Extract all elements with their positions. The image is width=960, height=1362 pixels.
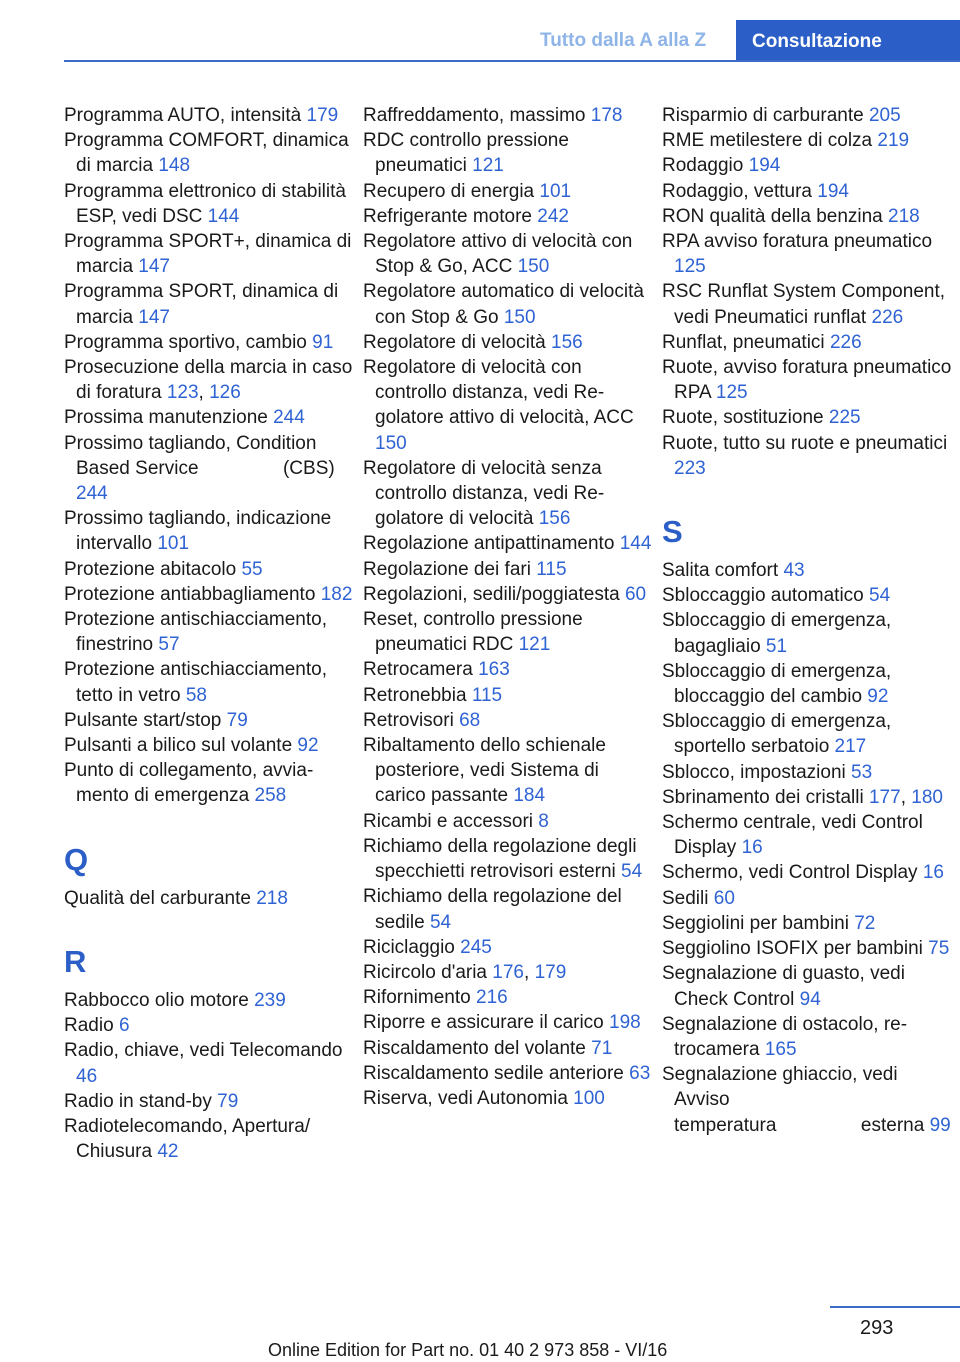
edition-line: Online Edition for Part no. 01 40 2 973 858 - VI/16 <box>268 1340 668 1360</box>
index-entry <box>363 531 653 556</box>
entry-term: Riscaldamento del volante <box>363 1037 586 1059</box>
page-reference-link[interactable]: 99 <box>929 1114 951 1136</box>
page-reference-link[interactable]: 147 <box>138 306 170 328</box>
index-entry <box>662 886 952 911</box>
entry-term: Rifornimento <box>363 987 471 1009</box>
index-entry <box>662 179 952 204</box>
page-reference-link[interactable]: 147 <box>138 256 170 278</box>
page-reference-link[interactable]: 54 <box>869 585 891 607</box>
index-entry <box>363 884 653 934</box>
page-reference-link[interactable]: 156 <box>538 508 571 530</box>
page-reference-link[interactable]: 194 <box>748 155 781 177</box>
entry-term: Programma elettronico di stabilità ESP, vedi DSC <box>64 180 346 227</box>
entry-term: Regolatore di velocità <box>363 331 546 353</box>
page-reference-link[interactable]: 180 <box>911 786 943 808</box>
entry-term: Sblocco, impostazioni <box>662 761 846 783</box>
index-entry <box>662 583 952 608</box>
entry-term: Sbloccaggio di emergenza, bagagliaio <box>662 610 892 657</box>
index-entry <box>64 657 354 707</box>
entry-term: Pulsanti a bilico sul volante <box>64 735 293 757</box>
index-entry <box>64 1089 354 1114</box>
entry-term: RON qualità della benzina <box>662 205 883 227</box>
page-reference-link[interactable]: 178 <box>590 105 623 126</box>
index-section-letter: S <box>662 514 683 550</box>
page-reference-link[interactable]: 244 <box>76 483 108 505</box>
entry-term: Radio, chiave, vedi Telecomando <box>64 1040 343 1062</box>
page-reference-link[interactable]: 121 <box>518 634 551 656</box>
entry-term: Segnalazione di guasto, vedi Check Control <box>662 963 905 1010</box>
page-reference-link[interactable]: 184 <box>513 785 546 807</box>
index-entry <box>64 405 354 430</box>
index-entry <box>363 204 653 229</box>
index-entry <box>662 936 952 961</box>
page-reference-link[interactable]: 54 <box>429 911 452 933</box>
section-title: Tutto dalla A alla Z <box>540 30 707 51</box>
index-entry <box>64 758 354 808</box>
index-entry <box>363 607 653 657</box>
page-reference-link[interactable]: 55 <box>241 558 263 580</box>
entry-term: Regolatore di velocità senza controllo distanza, vedi Regolatore di velocità <box>363 457 605 530</box>
entry-term: Rabbocco olio motore <box>64 989 249 1011</box>
page-reference-link[interactable]: 16 <box>922 862 944 884</box>
entry-term: Programma AUTO, intensità <box>64 105 302 126</box>
entry-term: Seggiolini per bambini <box>662 912 849 934</box>
page-reference-link[interactable]: 219 <box>877 130 910 152</box>
page-reference-link[interactable]: 223 <box>674 457 706 479</box>
entry-term: Sbloccaggio automatico <box>662 585 864 607</box>
page-reference-link[interactable]: 150 <box>503 306 536 328</box>
page-reference-link[interactable]: 53 <box>851 761 873 783</box>
index-entry <box>363 834 653 884</box>
page-reference-link[interactable]: 123 <box>166 382 199 404</box>
page-reference-link[interactable]: 79 <box>226 709 248 731</box>
index-entry <box>662 911 952 936</box>
index-entry <box>64 330 354 355</box>
entry-term: Prossimo tagliando, indicazione intervallo <box>64 508 332 555</box>
page-reference-link[interactable]: 54 <box>621 861 643 883</box>
page-reference-link[interactable]: 42 <box>157 1141 179 1163</box>
entry-term: Retrovisori <box>363 709 454 731</box>
page-reference-link[interactable]: 91 <box>312 331 334 353</box>
entry-term: Regolatore automatico di velocità con Stop & Go <box>363 281 644 328</box>
page-reference-link[interactable]: 43 <box>783 560 805 582</box>
entry-term: Schermo centrale, vedi Control Display <box>662 812 923 859</box>
index-entry <box>662 760 952 785</box>
entry-term: Punto di collegamento, avviamento di emergenza <box>64 760 314 807</box>
index-entry: Sbrinamento dei cristalli 177, 180 <box>662 786 943 808</box>
index-entry <box>363 1036 653 1061</box>
index-entry <box>662 153 952 178</box>
entry-term: Runflat, pneumatici <box>662 331 825 353</box>
page-reference-link[interactable]: 16 <box>741 837 763 859</box>
index-entry <box>64 582 354 607</box>
footer-rule <box>830 1306 960 1308</box>
page-reference-link[interactable]: 57 <box>158 634 180 656</box>
entry-term: Rodaggio, vettura <box>662 180 812 202</box>
page-reference-link[interactable]: 225 <box>828 407 861 429</box>
entry-term: Sbloccaggio di emergenza, sportello serbatoio <box>662 711 892 758</box>
entry-term: Sbrinamento dei cristalli <box>662 786 864 808</box>
entry-term: Schermo, vedi Control Display <box>662 862 918 884</box>
index-entry <box>64 988 354 1013</box>
entry-term: Sbloccaggio di emergenza, bloccaggio del cambio <box>662 660 892 708</box>
page-reference-link[interactable]: 165 <box>764 1038 797 1060</box>
index-entry <box>662 128 952 153</box>
page-reference-link[interactable]: 101 <box>539 180 572 202</box>
index-section-letter: Q <box>64 841 89 877</box>
page-reference-link[interactable]: 126 <box>209 382 241 404</box>
entry-term: Recupero di energia <box>363 180 535 202</box>
index-entry <box>64 179 354 229</box>
entry-term: Programma COMFORT, dinamica di marcia <box>64 130 349 177</box>
index-entry <box>662 229 952 279</box>
page-reference-link[interactable]: 92 <box>297 735 319 757</box>
index-column-2 <box>363 103 653 1111</box>
page-header <box>0 0 960 62</box>
entry-term: Radiotelecomando, Apertura/​Chiusura <box>64 1115 311 1163</box>
index-entry <box>662 103 952 128</box>
index-entry <box>662 405 952 430</box>
entry-term: Radio <box>64 1015 114 1037</box>
page-reference-link[interactable]: 92 <box>867 686 889 708</box>
page-reference-link[interactable]: 79 <box>217 1090 239 1112</box>
page-reference-link[interactable]: 198 <box>609 1012 641 1034</box>
entry-term: Raffreddamento, massimo <box>363 105 586 126</box>
index-entry <box>64 506 354 556</box>
page-reference-link[interactable]: 144 <box>207 205 240 227</box>
page-reference-link[interactable]: 218 <box>256 887 288 909</box>
entry-term: Richiamo della regolazione del sedile <box>363 886 622 933</box>
page-reference-link[interactable]: 245 <box>460 936 492 958</box>
page-reference-link[interactable]: 150 <box>375 432 407 454</box>
index-entry <box>662 961 952 1011</box>
entry-term: Ruote, sostituzione <box>662 407 824 429</box>
page-reference-link[interactable]: 216 <box>476 987 508 1009</box>
index-entry <box>363 330 653 355</box>
page-reference-link[interactable]: 177 <box>868 786 901 808</box>
index-entry <box>64 431 354 507</box>
entry-term: Reset, controllo pressione pneumatici RDC <box>363 609 583 656</box>
entry-term: Retrocamera <box>363 659 473 681</box>
entry-term: Risparmio di carburante <box>662 105 864 126</box>
index-entry <box>363 1010 653 1035</box>
entry-term: RSC Runflat System Component, vedi Pneumatici runflat <box>662 281 946 328</box>
entry-term: Richiamo della regolazione degli specchietti retrovisori esterni <box>363 835 637 883</box>
page-reference-link[interactable]: 244 <box>273 407 305 429</box>
index-entry <box>363 985 653 1010</box>
index-entry <box>363 557 653 582</box>
index-entry <box>363 1086 653 1111</box>
page-reference-link[interactable]: 58 <box>185 684 207 706</box>
index-entry <box>662 1062 952 1138</box>
entry-term: Salita comfort <box>662 560 779 582</box>
page-reference-link[interactable]: 101 <box>157 533 190 555</box>
entry-term: Protezione antischiacciamento, tetto in vetro <box>64 659 327 706</box>
index-entry <box>363 683 653 708</box>
page-reference-link[interactable]: 218 <box>888 205 920 227</box>
entry-term: Ribaltamento dello schienale posteriore, vedi Sistema di carico passante <box>363 735 606 807</box>
entry-term: Prosecuzione della marcia in caso di foratura <box>64 357 353 404</box>
entry-term: Regolatore attivo di velocità con Stop & Go, ACC <box>363 231 633 278</box>
index-entry <box>64 708 354 733</box>
index-entry <box>64 229 354 279</box>
page-reference-link[interactable]: 150 <box>517 256 550 278</box>
entry-term: Programma SPORT, dinamica di marcia <box>64 281 339 328</box>
entry-term: Regolazione antipattinamento <box>363 533 615 555</box>
entry-term: Retronebbia <box>363 684 467 706</box>
index-entry <box>363 809 653 834</box>
index-entry <box>64 103 354 128</box>
index-entry <box>662 279 952 329</box>
entry-term: Ricambi e accessori <box>363 810 533 832</box>
index-entry <box>64 607 354 657</box>
index-entry <box>363 229 653 279</box>
index-entry <box>64 1013 354 1038</box>
index-entry <box>64 733 354 758</box>
page-reference-link[interactable]: 239 <box>254 989 286 1011</box>
index-entry <box>662 204 952 229</box>
index-entry: Prosecuzione della marcia in caso di foratura 123, 126 <box>64 357 353 404</box>
index-entry <box>363 355 653 456</box>
page-reference-link[interactable]: 148 <box>158 155 191 177</box>
index-entry <box>363 103 653 128</box>
page-reference-link[interactable]: 242 <box>537 205 569 227</box>
page-reference-link[interactable]: 217 <box>834 736 867 758</box>
page-reference-link[interactable]: 163 <box>478 659 510 681</box>
index-entry <box>64 886 354 911</box>
page-reference-link[interactable]: 179 <box>534 961 567 983</box>
page-reference-link[interactable]: 226 <box>871 306 904 328</box>
entry-term: Riciclaggio <box>363 936 455 958</box>
chapter-tab: Consultazione <box>736 20 960 62</box>
page-reference-link[interactable]: 121 <box>472 155 504 177</box>
entry-term: Riporre e assicurare il carico <box>363 1012 604 1034</box>
entry-term: Rodaggio <box>662 155 744 177</box>
index-entry <box>363 456 653 532</box>
index-entry <box>363 935 653 960</box>
page-reference-link[interactable]: 125 <box>674 256 706 278</box>
index-entry: Ricircolo d'aria 176, 179 <box>363 961 567 983</box>
entry-term: Ricircolo d'aria <box>363 961 488 983</box>
entry-term: Prossima manutenzione <box>64 407 268 429</box>
index-entry <box>662 355 952 405</box>
page-reference-link[interactable]: 226 <box>829 331 862 353</box>
entry-term: Protezione antischiacciamento, finestrino <box>64 609 327 656</box>
page-reference-link[interactable]: 46 <box>76 1065 98 1087</box>
entry-term: Regolazione dei fari <box>363 558 531 580</box>
index-entry <box>64 1038 354 1088</box>
index-entry <box>363 1061 653 1086</box>
index-section-letter: R <box>64 943 87 979</box>
index-entry <box>64 279 354 329</box>
index-column-3 <box>662 103 952 1138</box>
index-column-1 <box>64 103 354 1164</box>
page-reference-link[interactable]: 179 <box>306 105 339 126</box>
page-reference-link[interactable]: 6 <box>118 1015 130 1037</box>
page-reference-link[interactable]: 115 <box>471 684 503 706</box>
entry-term: Ruote, avviso foratura pneumatico RPA <box>662 357 952 404</box>
index-entry <box>662 558 952 583</box>
index-entry <box>363 708 653 733</box>
index-entry <box>363 279 653 329</box>
page-reference-link[interactable]: 51 <box>765 635 788 657</box>
entry-term: Radio in stand-by <box>64 1090 212 1112</box>
page-reference-link[interactable]: 63 <box>629 1062 651 1084</box>
entry-term: Programma SPORT+, dinamica di marcia <box>64 231 352 278</box>
entry-term: Regolazioni, sedili/poggiatesta <box>363 583 620 605</box>
index-entry <box>64 128 354 178</box>
entry-term: Programma sportivo, cambio <box>64 331 307 353</box>
entry-term: Seggiolino ISOFIX per bambini <box>662 938 923 960</box>
index-entry <box>662 431 952 481</box>
index-entry <box>64 557 354 582</box>
page-reference-link[interactable]: 258 <box>254 785 287 807</box>
page-number: 293 <box>860 1317 894 1339</box>
page-reference-link[interactable]: 71 <box>591 1037 613 1059</box>
page-reference-link[interactable]: 75 <box>928 938 950 960</box>
entry-term: Regolatore di velocità con controllo distanza, vedi Regolatore attivo di velocità, ACC <box>363 357 634 429</box>
page-reference-link[interactable]: 115 <box>536 558 567 580</box>
page-reference-link[interactable]: 100 <box>573 1087 605 1109</box>
entry-term: Prossimo tagliando, Condition Based Service (CBS) <box>64 432 335 479</box>
entry-term: Ruote, tutto su ruote e pneumatici <box>662 432 948 454</box>
entry-term: RPA avviso foratura pneumatico <box>662 231 933 253</box>
entry-term: Segnalazione ghiaccio, vedi Avviso temperatura esterna <box>662 1064 925 1136</box>
index-entry <box>662 810 952 860</box>
page-reference-link[interactable]: 72 <box>854 912 876 934</box>
index-entry <box>363 179 653 204</box>
entry-term: RME metilestere di colza <box>662 130 873 152</box>
entry-term: Sedili <box>662 887 709 909</box>
page-reference-link[interactable]: 94 <box>799 988 821 1010</box>
page-reference-link[interactable]: 182 <box>320 583 353 605</box>
entry-term: RDC controllo pressione pneumatici <box>363 130 569 177</box>
entry-term: Qualità del carburante <box>64 887 251 909</box>
entry-term: Riserva, vedi Autonomia <box>363 1087 568 1109</box>
page-reference-link[interactable]: 60 <box>624 583 647 605</box>
page-reference-link[interactable]: 125 <box>715 382 748 404</box>
index-entry <box>662 659 952 709</box>
index-entry <box>363 733 653 809</box>
entry-term: Riscaldamento sedile anteriore <box>363 1062 624 1084</box>
index-entry <box>363 582 653 607</box>
index-entry <box>662 860 952 885</box>
entry-term: Protezione antiabbagliamento <box>64 583 316 605</box>
page-reference-link[interactable]: 194 <box>817 180 849 202</box>
index-entry <box>363 128 653 178</box>
entry-term: Protezione abitacolo <box>64 558 237 580</box>
page-reference-link[interactable]: 156 <box>551 331 583 353</box>
page-reference-link[interactable]: 68 <box>459 709 481 731</box>
header-rule <box>64 60 960 62</box>
entry-term: Refrigerante motore <box>363 205 532 227</box>
page-reference-link[interactable]: 144 <box>619 533 652 555</box>
entry-term: Segnalazione di ostacolo, retrocamera <box>662 1013 908 1060</box>
entry-term: Pulsante start/stop <box>64 709 222 731</box>
index-entry <box>662 709 952 759</box>
index-entry <box>662 1012 952 1062</box>
page-reference-link[interactable]: 8 <box>538 810 549 832</box>
index-entry <box>662 608 952 658</box>
page-reference-link[interactable]: 176 <box>492 961 524 983</box>
index-entry <box>64 1114 354 1164</box>
page-reference-link[interactable]: 205 <box>868 105 901 126</box>
index-entry <box>662 330 952 355</box>
index-entry <box>363 657 653 682</box>
page-reference-link[interactable]: 60 <box>713 887 735 909</box>
